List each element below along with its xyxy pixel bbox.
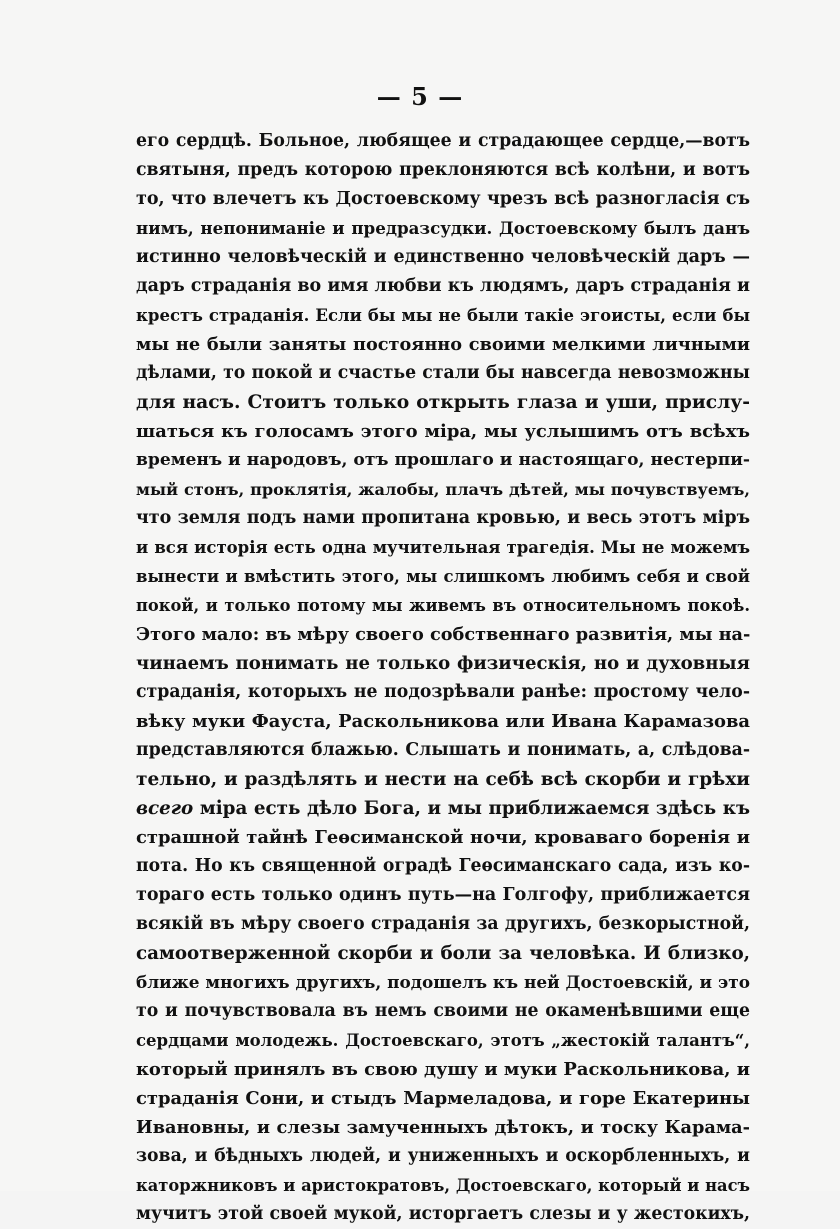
text-line: тораго есть только одинъ путь—на Голгофу, приближается [136,885,750,905]
text-line: страданія, которыхъ не подозрѣвали ранѣе: простому чело- [136,682,750,702]
text-line: вѣку муки Фауста, Раскольникова или Ивана Карамазова [136,711,750,732]
text-line: страшной тайнѣ Геѳсиманской ночи, кроваваго боренія и [136,827,750,848]
text-line: представляются блажью. Слышать и понимать, а, слѣдова- [136,740,750,760]
text-line: ближе многихъ другихъ, подошелъ къ ней Достоевскій, и это [136,972,750,992]
text-line: страданія Сони, и стыдъ Мармеладова, и горе Екатерины [136,1088,750,1109]
text-line: истинно человѣческій и единственно человѣческій даръ — [136,247,750,267]
text-line: вынести и вмѣстить этого, мы слишкомъ любимъ себя и свой [136,567,750,586]
text-line: который принялъ въ свою душу и муки Раскольникова, и [136,1059,750,1080]
text-line: что земля подъ нами пропитана кровью, и весь этотъ міръ [136,508,750,528]
text-line: временъ и народовъ, отъ прошлаго и настоящаго, нестерпи- [136,450,750,470]
text-line: мый стонъ, проклятія, жалобы, плачъ дѣтей, мы почувствуемъ, [136,480,750,499]
text-line: то и почувствовала въ немъ своими не окаменѣвшими еще [136,1001,750,1021]
text-line: Ивановны, и слезы замученныхъ дѣтокъ, и тоску Карама- [136,1117,750,1138]
text-line: нимъ, непониманіе и предразсудки. Достоевскому былъ данъ [136,218,750,238]
text-line: мучитъ этой своей мукой, исторгаетъ слезы и у жестокихъ, [136,1204,750,1224]
text-line: самоотверженной скорби и боли за человѣка. И близко, [136,943,750,964]
body-text [136,127,750,1229]
text-line: и вся исторія есть одна мучительная трагедія. Мы не можемъ [136,538,750,557]
text-line: каторжниковъ и аристократовъ, Достоевскаго, который и насъ [136,1176,750,1195]
text-line: зова, и бѣдныхъ людей, и униженныхъ и оскорбленныхъ, и [136,1146,750,1166]
text-line: его сердцѣ. Больное, любящее и страдающее сердце,—вотъ [136,131,750,151]
text-line: мы не были заняты постоянно своими мелкими личными [136,334,750,355]
text-line-italic-start: всего міра есть дѣло Бога, и мы приближаемся здѣсь къ [136,798,750,819]
text-line: Этого мало: въ мѣру своего собственнаго развитія, мы на- [136,624,750,645]
text-line: то, что влечетъ къ Достоевскому чрезъ всѣ разногласія съ [136,189,750,209]
text-line: дѣлами, то покой и счастье стали бы навсегда невозможны [136,363,750,383]
page-number: — 5 — [376,82,464,111]
text-line: чинаемъ понимать не только физическія, но и духовныя [136,653,750,674]
text-line: тельно, и раздѣлять и нести на себѣ всѣ скорби и грѣхи [136,769,750,790]
text-line: сердцами молодежь. Достоевскаго, этотъ „жестокій талантъ“, [136,1031,750,1050]
text-line: для насъ. Стоитъ только открыть глаза и уши, прислу- [136,391,750,413]
text-line: крестъ страданія. Если бы мы не были такіе эгоисты, если бы [136,306,750,325]
text-line: святыня, предъ которою преклоняются всѣ колѣни, и вотъ [136,160,750,180]
text-line: пота. Но къ священной оградѣ Геѳсиманскаго сада, изъ ко- [136,856,750,876]
text-line: покой, и только потому мы живемъ въ относительномъ покоѣ. [136,596,750,615]
text-line: всякій въ мѣру своего страданія за другихъ, безкорыстной, [136,914,750,934]
text-line: даръ страданія во имя любви къ людямъ, даръ страданія и [136,276,750,296]
text-line: шаться къ голосамъ этого міра, мы услышимъ отъ всѣхъ [136,421,750,442]
